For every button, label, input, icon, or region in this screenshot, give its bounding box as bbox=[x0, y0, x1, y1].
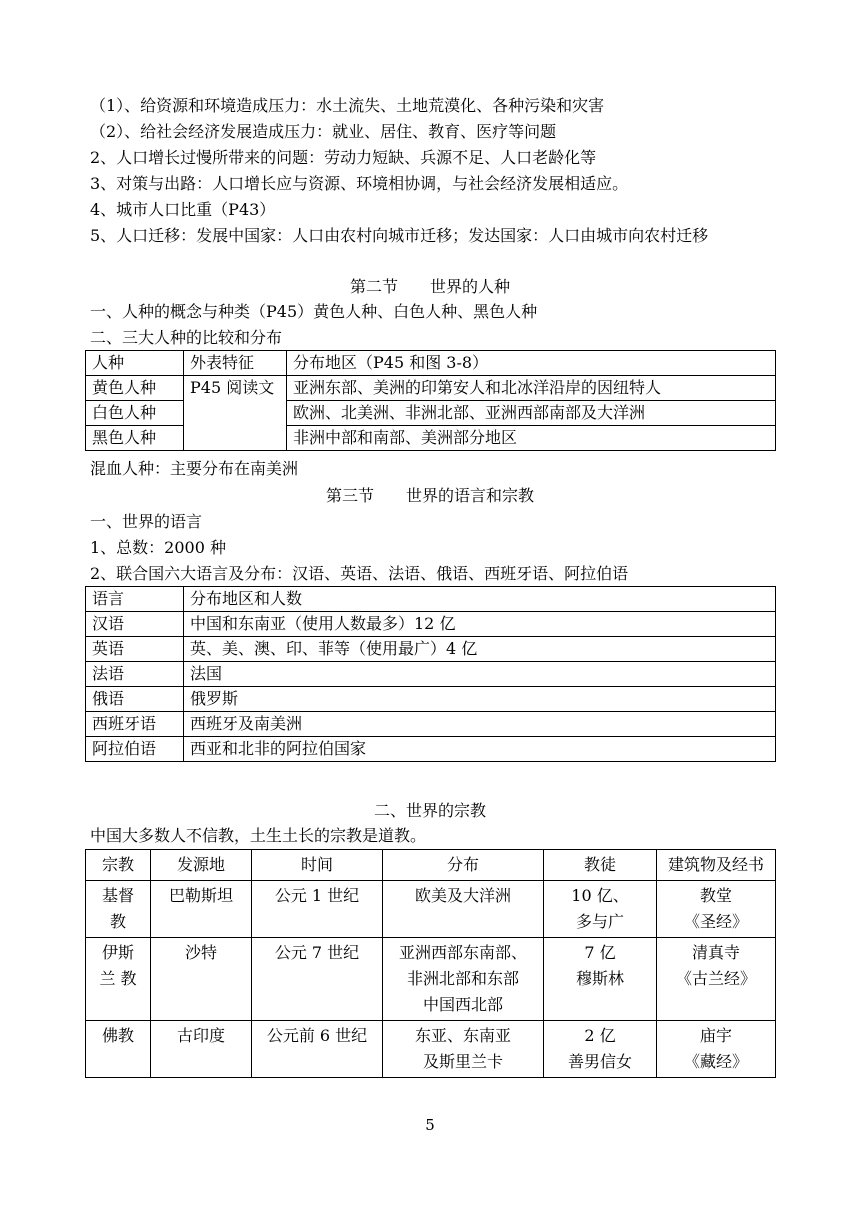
language-table bbox=[85, 586, 776, 762]
table-row bbox=[86, 351, 776, 376]
table-row bbox=[86, 850, 776, 881]
building-cell: 清真寺 《古兰经》 bbox=[657, 938, 776, 1021]
language-cell: 英语 bbox=[86, 637, 184, 662]
table-row bbox=[86, 712, 776, 737]
intro-line-5: 4、城市人口比重（P43） bbox=[90, 200, 276, 219]
page-number: 5 bbox=[425, 1116, 435, 1134]
distribution-cell: 欧美及大洋洲 bbox=[383, 881, 544, 938]
section3-title: 第三节 世界的语言和宗教 bbox=[325, 486, 534, 505]
intro-line-4: 3、对策与出路：人口增长应与资源、环境相协调，与社会经济发展相适应。 bbox=[90, 174, 629, 193]
followers-cell: 10 亿、 多与广 bbox=[544, 881, 657, 938]
distribution-cell: 东亚、东南亚 及斯里兰卡 bbox=[383, 1021, 544, 1078]
time-cell: 公元前 6 世纪 bbox=[252, 1021, 383, 1078]
table-row bbox=[86, 587, 776, 612]
distribution-header: 分布 bbox=[383, 850, 544, 881]
language-distribution-cell: 中国和东南亚（使用人数最多）12 亿 bbox=[184, 612, 776, 637]
race-table bbox=[85, 350, 776, 451]
table-row bbox=[86, 612, 776, 637]
section3-line-3: 2、联合国六大语言及分布：汉语、英语、法语、俄语、西班牙语、阿拉伯语 bbox=[90, 564, 629, 583]
language-cell: 西班牙语 bbox=[86, 712, 184, 737]
followers-header: 教徒 bbox=[544, 850, 657, 881]
language-distribution-cell: 英、美、澳、印、菲等（使用最广）4 亿 bbox=[184, 637, 776, 662]
section3-line-2: 1、总数：2000 种 bbox=[90, 538, 226, 557]
time-header: 时间 bbox=[252, 850, 383, 881]
language-cell: 法语 bbox=[86, 662, 184, 687]
language-distribution-cell: 西班牙及南美洲 bbox=[184, 712, 776, 737]
table-row bbox=[86, 881, 776, 938]
distribution-cell: 非洲中部和南部、美洲部分地区 bbox=[287, 426, 776, 451]
language-distribution-cell: 俄罗斯 bbox=[184, 687, 776, 712]
time-cell: 公元 7 世纪 bbox=[252, 938, 383, 1021]
table-row bbox=[86, 938, 776, 1021]
followers-cell: 2 亿 善男信女 bbox=[544, 1021, 657, 1078]
table-row bbox=[86, 1021, 776, 1078]
language-cell: 汉语 bbox=[86, 612, 184, 637]
building-header: 建筑物及经书 bbox=[657, 850, 776, 881]
table-row bbox=[86, 687, 776, 712]
origin-cell: 古印度 bbox=[151, 1021, 252, 1078]
religion-title: 二、世界的宗教 bbox=[373, 801, 486, 820]
time-cell: 公元 1 世纪 bbox=[252, 881, 383, 938]
language-distribution-header: 分布地区和人数 bbox=[184, 587, 776, 612]
distribution-header: 分布地区（P45 和图 3-8） bbox=[287, 351, 776, 376]
religion-table bbox=[85, 849, 776, 1078]
distribution-cell: 亚洲东部、美洲的印第安人和北冰洋沿岸的因纽特人 bbox=[287, 376, 776, 401]
distribution-cell: 欧洲、北美洲、非洲北部、亚洲西部南部及大洋洲 bbox=[287, 401, 776, 426]
origin-cell: 沙特 bbox=[151, 938, 252, 1021]
table-row bbox=[86, 376, 776, 401]
mixed-race-note: 混血人种：主要分布在南美洲 bbox=[90, 459, 299, 478]
table-row bbox=[86, 637, 776, 662]
section2-line-2: 二、三大人种的比较和分布 bbox=[90, 328, 283, 347]
section3-line-1: 一、世界的语言 bbox=[90, 512, 203, 531]
race-cell: 黑色人种 bbox=[86, 426, 184, 451]
religion-note: 中国大多数人不信教，土生土长的宗教是道教。 bbox=[90, 826, 427, 845]
intro-line-3: 2、人口增长过慢所带来的问题：劳动力短缺、兵源不足、人口老龄化等 bbox=[90, 148, 597, 167]
religion-cell: 佛教 bbox=[86, 1021, 151, 1078]
table-row bbox=[86, 662, 776, 687]
language-header: 语言 bbox=[86, 587, 184, 612]
building-cell: 庙宇 《藏经》 bbox=[657, 1021, 776, 1078]
followers-cell: 7 亿 穆斯林 bbox=[544, 938, 657, 1021]
race-cell: 白色人种 bbox=[86, 401, 184, 426]
language-cell: 俄语 bbox=[86, 687, 184, 712]
religion-cell: 基督 教 bbox=[86, 881, 151, 938]
intro-line-6: 5、人口迁移：发展中国家：人口由农村向城市迁移；发达国家：人口由城市向农村迁移 bbox=[90, 226, 709, 245]
race-cell: 黄色人种 bbox=[86, 376, 184, 401]
origin-cell: 巴勒斯坦 bbox=[151, 881, 252, 938]
table-row bbox=[86, 737, 776, 762]
section2-title: 第二节 世界的人种 bbox=[349, 277, 510, 296]
feature-header: 外表特征 bbox=[184, 351, 287, 376]
language-cell: 阿拉伯语 bbox=[86, 737, 184, 762]
race-header: 人种 bbox=[86, 351, 184, 376]
intro-line-1: （1）、给资源和环境造成压力：水土流失、土地荒漠化、各种污染和灾害 bbox=[90, 96, 605, 115]
section2-line-1: 一、人种的概念与种类（P45）黄色人种、白色人种、黑色人种 bbox=[90, 302, 538, 321]
distribution-cell: 亚洲西部东南部、 非洲北部和东部 中国西北部 bbox=[383, 938, 544, 1021]
language-distribution-cell: 法国 bbox=[184, 662, 776, 687]
language-distribution-cell: 西亚和北非的阿拉伯国家 bbox=[184, 737, 776, 762]
religion-header: 宗教 bbox=[86, 850, 151, 881]
building-cell: 教堂 《圣经》 bbox=[657, 881, 776, 938]
origin-header: 发源地 bbox=[151, 850, 252, 881]
religion-cell: 伊斯 兰 教 bbox=[86, 938, 151, 1021]
intro-line-2: （2）、给社会经济发展造成压力：就业、居住、教育、医疗等问题 bbox=[90, 122, 557, 141]
feature-cell: P45 阅读文 bbox=[184, 376, 287, 451]
